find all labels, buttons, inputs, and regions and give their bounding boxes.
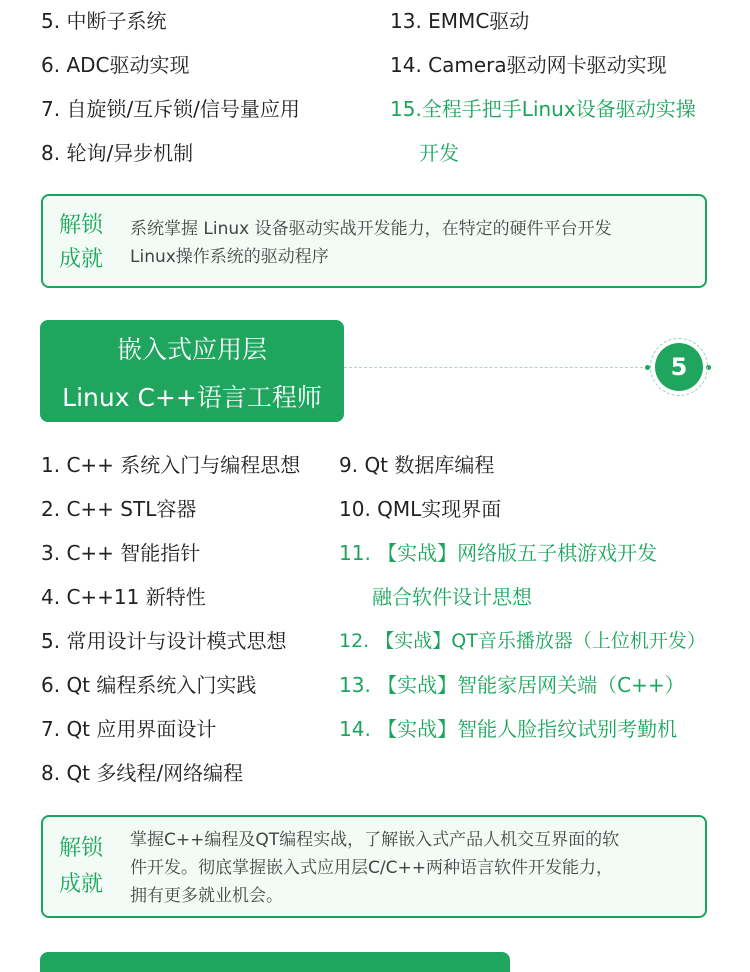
list-item: 1. C++ 系统入门与编程思想 [41, 453, 301, 477]
list-item: 7. Qt 应用界面设计 [41, 717, 217, 741]
unlock-text-line1: 系统掌握 Linux 设备驱动实战开发能力，在特定的硬件平台开发 [130, 219, 612, 239]
section-title-line2: Linux C++语言工程师 [62, 383, 322, 412]
highlight-list-item: 15.全程手把手Linux设备驱动实操 [390, 97, 696, 121]
highlight-list-item: 13. 【实战】智能家居网关端（C++） [339, 673, 685, 697]
section-title-line1: 嵌入式应用层 [116, 335, 267, 364]
unlock-label-line1: 解锁 [59, 836, 104, 861]
list-item: 6. ADC驱动实现 [41, 53, 190, 77]
section-divider [344, 367, 648, 368]
list-item: 5. 中断子系统 [41, 9, 167, 33]
section-title-box [40, 320, 344, 422]
section-number-badge: 5 [655, 343, 703, 391]
unlock-label-line2: 成就 [59, 872, 104, 897]
list-item: 14. Camera驱动网卡驱动实现 [390, 53, 667, 77]
list-item: 13. EMMC驱动 [390, 9, 530, 33]
list-item: 8. 轮询/异步机制 [41, 141, 194, 165]
list-item: 6. Qt 编程系统入门实践 [41, 673, 257, 697]
unlock-achievement-box [41, 815, 707, 918]
unlock-text-line2: Linux操作系统的驱动程序 [130, 247, 329, 267]
highlight-list-item-continuation: 融合软件设计思想 [372, 585, 532, 609]
highlight-list-item: 14. 【实战】智能人脸指纹试别考勤机 [339, 717, 678, 741]
highlight-list-item-continuation: 开发 [419, 141, 459, 165]
list-item: 5. 常用设计与设计模式思想 [41, 629, 287, 653]
list-item: 9. Qt 数据库编程 [339, 453, 495, 477]
unlock-label-line2: 成就 [59, 247, 104, 272]
list-item: 7. 自旋锁/互斥锁/信号量应用 [41, 97, 300, 121]
unlock-text-line3: 拥有更多就业机会。 [130, 886, 283, 906]
unlock-text-line1: 掌握C++编程及QT编程实战，了解嵌入式产品人机交互界面的软 [130, 830, 620, 850]
unlock-text-line2: 件开发。彻底掌握嵌入式应用层C/C++两种语言软件开发能力， [130, 858, 613, 878]
list-item: 10. QML实现界面 [339, 497, 502, 521]
unlock-achievement-box [41, 194, 707, 288]
highlight-list-item: 11. 【实战】网络版五子棋游戏开发 [339, 541, 658, 565]
list-item: 4. C++11 新特性 [41, 585, 206, 609]
next-section-title-box [40, 952, 510, 972]
unlock-label-line1: 解锁 [59, 213, 104, 238]
list-item: 8. Qt 多线程/网络编程 [41, 761, 244, 785]
list-item: 3. C++ 智能指针 [41, 541, 201, 565]
list-item: 2. C++ STL容器 [41, 497, 197, 521]
highlight-list-item: 12. 【实战】QT音乐播放器（上位机开发） [339, 630, 706, 652]
